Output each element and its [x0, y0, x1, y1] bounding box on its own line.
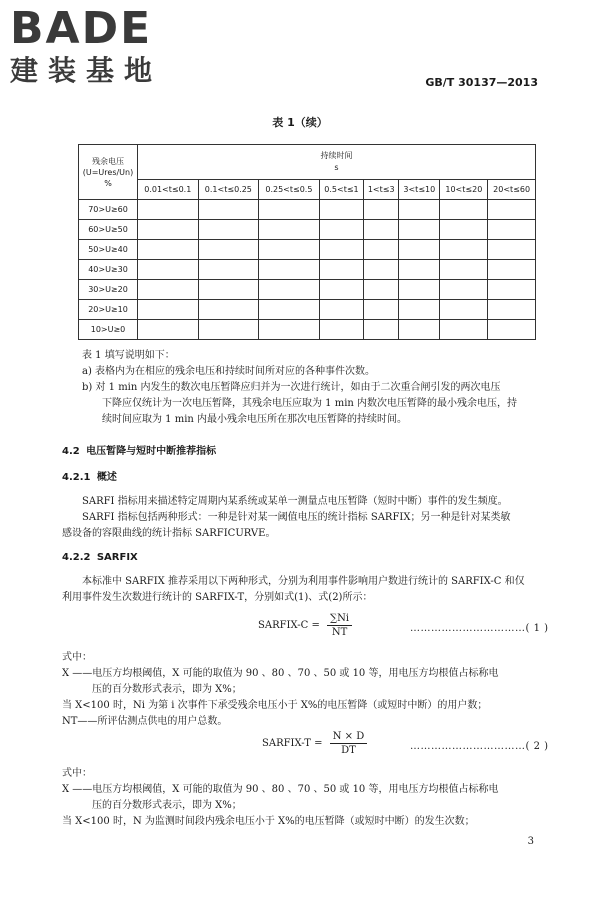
- where-line: 当 X<100 时，N 为监测时间段内残余电压小于 X%的电压暂降（或短时中断）的发生次数；: [62, 816, 475, 827]
- note-b-line2: 下降应仅统计为一次电压暂降，其残余电压应取为 1 min 内数次电压暂降的最小残余电压，持: [102, 398, 518, 409]
- equation-label: ( 1 ): [525, 623, 549, 634]
- formula-fraction: $\frac{\sum Ni}{NT}$: [327, 612, 352, 639]
- duration-column-header: 20<t≤60: [488, 180, 536, 200]
- formula-2: [262, 730, 367, 757]
- where-line: X ——电压方均根阈值，X 可能的取值为 90 、80 、70 、50 或 10 等，用电压方均根值占标称电: [62, 784, 499, 795]
- table-title: 表 1（续）: [272, 116, 328, 129]
- table-row: [79, 240, 536, 260]
- standard-code: GB/T 30137—2013: [425, 76, 538, 89]
- voltage-range-label: 20>U≥10: [79, 300, 138, 320]
- where-intro: 式中：: [62, 652, 92, 663]
- where-line: X ——电压方均根阈值，X 可能的取值为 90 、80 、70 、50 或 10 等，用电压方均根值占标称电: [62, 668, 499, 679]
- notes-intro: 表 1 填写说明如下：: [82, 350, 175, 361]
- note-a: a) 表格内为在相应的残余电压和持续时间所对应的各种事件次数。: [82, 366, 376, 377]
- where-line: 当 X<100 时，Ni 为第 i 次事件下承受残余电压小于 X%的电压暂降（或短时中断）的用户数；: [62, 700, 488, 711]
- voltage-range-label: 10>U≥0: [79, 320, 138, 340]
- formula-lhs: SARFIX-C =: [258, 620, 320, 631]
- table-row: [79, 280, 536, 300]
- table-row: [79, 220, 536, 240]
- duration-column-header: 0.5<t≤1: [319, 180, 364, 200]
- voltage-range-label: 50>U≥40: [79, 240, 138, 260]
- residual-voltage-header: 残余电压 (U=Ures/Un) %: [79, 145, 138, 200]
- table-row: [79, 320, 536, 340]
- voltage-range-label: 30>U≥20: [79, 280, 138, 300]
- paragraph: 感设备的容限曲线的统计指标 SARFICURVE。: [62, 528, 276, 539]
- where-line: 压的百分数形式表示，即为 X%；: [92, 684, 242, 695]
- logo-subtitle: 建装基地: [10, 54, 163, 87]
- section-4-2-1-heading: 4.2.1 概述: [62, 472, 117, 483]
- note-b-line3: 续时间应取为 1 min 内最小残余电压所在那次电压暂降的持续时间。: [102, 414, 408, 425]
- duration-column-header: 0.1<t≤0.25: [198, 180, 259, 200]
- paragraph: 利用事件发生次数进行统计的 SARFIX-T，分别如式(1)、式(2)所示：: [62, 592, 373, 603]
- where-block-2: [62, 766, 542, 830]
- voltage-range-label: 40>U≥30: [79, 260, 138, 280]
- where-line: 压的百分数形式表示，即为 X%；: [92, 800, 242, 811]
- bade-logo: [10, 3, 180, 88]
- paragraph: SARFI 指标用来描述特定周期内某系统或某单一测量点电压暂降（短时中断）事件的发生频度。: [82, 496, 508, 507]
- paragraph: 本标准中 SARFIX 推荐采用以下两种形式，分别为利用事件影响用户数进行统计的 SARFIX-C 和仅: [82, 576, 525, 587]
- formula-fraction: $\frac{N \times D}{DT}$: [330, 730, 368, 757]
- where-block-1: [62, 650, 542, 730]
- duration-column-header: 3<t≤10: [399, 180, 440, 200]
- duration-column-header: 0.01<t≤0.1: [138, 180, 199, 200]
- section-4-2-2-body: [62, 574, 542, 606]
- duration-header: 持续时间 s: [138, 145, 536, 180]
- voltage-range-label: 70>U≥60: [79, 200, 138, 220]
- where-intro: 式中：: [62, 768, 92, 779]
- voltage-range-label: 60>U≥50: [79, 220, 138, 240]
- page-number: 3: [527, 836, 534, 847]
- note-b-line1: b) 对 1 min 内发生的数次电压暂降应归并为一次进行统计，如由于二次重合闸引发的两次电压: [82, 382, 501, 393]
- duration-column-header: 1<t≤3: [364, 180, 399, 200]
- paragraph: SARFI 指标包括两种形式：一种是针对某一阈值电压的统计指标 SARFIX；另一种是针对某类敏: [82, 512, 511, 523]
- section-4-2-1-body: [62, 494, 542, 542]
- formula-2-dots: ……………………………( 2 ): [410, 741, 549, 752]
- event-count-table: [78, 144, 536, 340]
- section-4-2-2-heading: 4.2.2 SARFIX: [62, 552, 138, 563]
- formula-1: [258, 612, 352, 639]
- duration-column-header: 10<t≤20: [440, 180, 488, 200]
- logo-brand: BADE: [10, 3, 153, 54]
- equation-label: ( 2 ): [525, 741, 549, 752]
- formula-lhs: SARFIX-T =: [262, 738, 323, 749]
- formula-1-dots: ……………………………( 1 ): [410, 623, 549, 634]
- duration-column-header: 0.25<t≤0.5: [259, 180, 320, 200]
- table-row: [79, 200, 536, 220]
- table-row: [79, 260, 536, 280]
- where-line: NT——所评估测点供电的用户总数。: [62, 716, 228, 727]
- table-row: [79, 300, 536, 320]
- section-4-2-heading: 4.2 电压暂降与短时中断推荐指标: [62, 446, 217, 457]
- table-notes: [62, 348, 542, 428]
